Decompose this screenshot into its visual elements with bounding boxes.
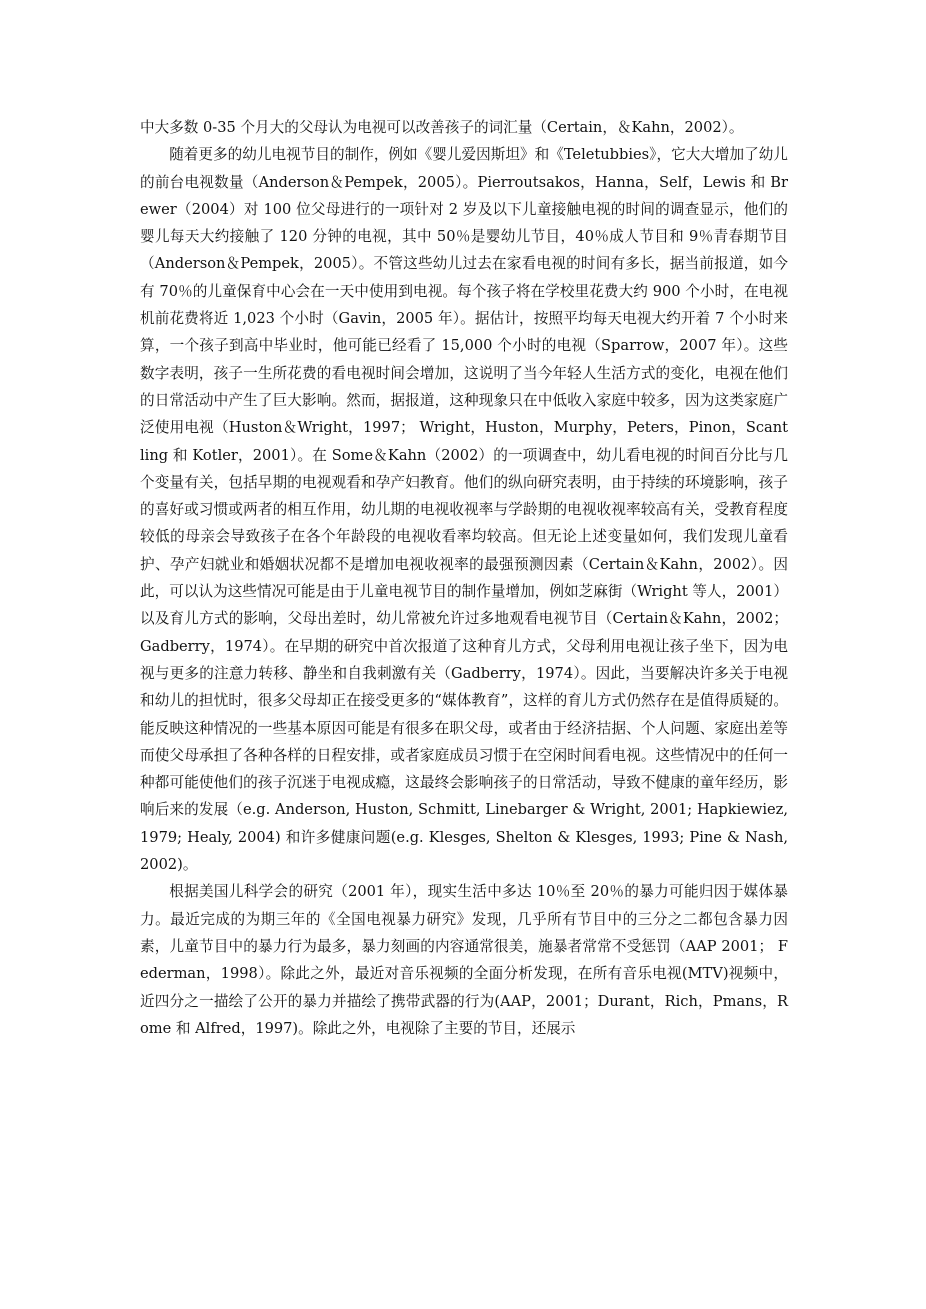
paragraph-media-violence: 根据美国儿科学会的研究（2001 年），现实生活中多达 10％至 20％的暴力可能归因于媒体暴力。最近完成的为期三年的《全国电视暴力研究》发现，几乎所有节目中的三分之二都包含暴力因素，儿童节目中的暴力行为最多，暴力刻画的内容通常很美，施暴者常常不受惩罚（AAP 2001； Federman，1998）。除此之外，最近对音乐视频的全面分析发现，在所有音乐电视(MTV)视频中，近四分之一描绘了公开的暴力并描绘了携带武器的行为(AAP，2001；Durant，Rich，Pmans，Rome 和 Alfred，1997)。除此之外，电视除了主要的节目，还展示 (140, 883, 788, 1037)
paragraph-continued: 中大多数 0-35 个月大的父母认为电视可以改善孩子的词汇量（Certain，＆Kahn，2002）。 (140, 119, 744, 136)
document-page (140, 114, 788, 1042)
paragraph-tv-exposure: 随着更多的幼儿电视节目的制作，例如《婴儿爱因斯坦》和《Teletubbies》，它大大增加了幼儿的前台电视数量（Anderson＆Pempek，2005）。Pierroutsakos，Hanna，Self，Lewis 和 Brewer（2004）对 100 位父母进行的一项针对 2 岁及以下儿童接触电视的时间的调查显示，他们的婴儿每天大约接触了 120 分钟的电视，其中 50％是婴幼儿节目，40％成人节目和 9％青春期节目（Anderson＆Pempek，2005）。不管这些幼儿过去在家看电视的时间有多长，据当前报道，如今有 70％的儿童保育中心会在一天中使用到电视。每个孩子将在学校里花费大约 900 个小时，在电视机前花费将近 1,023 个小时（Gavin，2005 年）。据估计，按照平均每天电视大约开着 7 个小时来算，一个孩子到高中毕业时，他可能已经看了 15,000 个小时的电视（Sparrow，2007 年）。这些数字表明，孩子一生所花费的看电视时间会增加，这说明了当今年轻人生活方式的变化，电视在他们的日常活动中产生了巨大影响。然而，据报道，这种现象只在中低收入家庭中较多，因为这类家庭广泛使用电视（Huston＆Wright，1997； Wright，Huston，Murphy，Peters，Pinon，Scantling 和 Kotler，2001）。在 Some＆Kahn（2002）的一项调查中，幼儿看电视的时间百分比与几个变量有关，包括早期的电视观看和孕产妇教育。他们的纵向研究表明，由于持续的环境影响，孩子的喜好或习惯或两者的相互作用，幼儿期的电视收视率与学龄期的电视收视率较高有关，受教育程度较低的母亲会导致孩子在各个年龄段的电视收看率均较高。但无论上述变量如何，我们发现儿童看护、孕产妇就业和婚姻状况都不是增加电视收视率的最强预测因素（Certain＆Kahn，2002）。因此，可以认为这些情况可能是由于儿童电视节目的制作量增加，例如芝麻街（Wright 等人，2001）以及育儿方式的影响，父母出差时，幼儿常被允许过多地观看电视节目（Certain＆Kahn，2002； Gadberry，1974）。在早期的研究中首次报道了这种育儿方式，父母利用电视让孩子坐下，因为电视与更多的注意力转移、静坐和自我刺激有关（Gadberry，1974）。因此，当要解决许多关于电视和幼儿的担忧时，很多父母却正在接受更多的“媒体教育”，这样的育儿方式仍然存在是值得质疑的。能反映这种情况的一些基本原因可能是有很多在职父母，或者由于经济拮据、个人问题、家庭出差等而使父母承担了各种各样的日程安排，或者家庭成员习惯于在空闲时间看电视。这些情况中的任何一种都可能使他们的孩子沉迷于电视成瘾，这最终会影响孩子的日常活动，导致不健康的童年经历，影响后来的发展（e.g. Anderson, Huston, Schmitt, Linebarger & Wright, 2001; Hapkiewiez, 1979; Healy, 2004) 和许多健康问题(e.g. Klesges, Shelton & Klesges, 1993; Pine & Nash, 2002)。 (140, 146, 788, 874)
